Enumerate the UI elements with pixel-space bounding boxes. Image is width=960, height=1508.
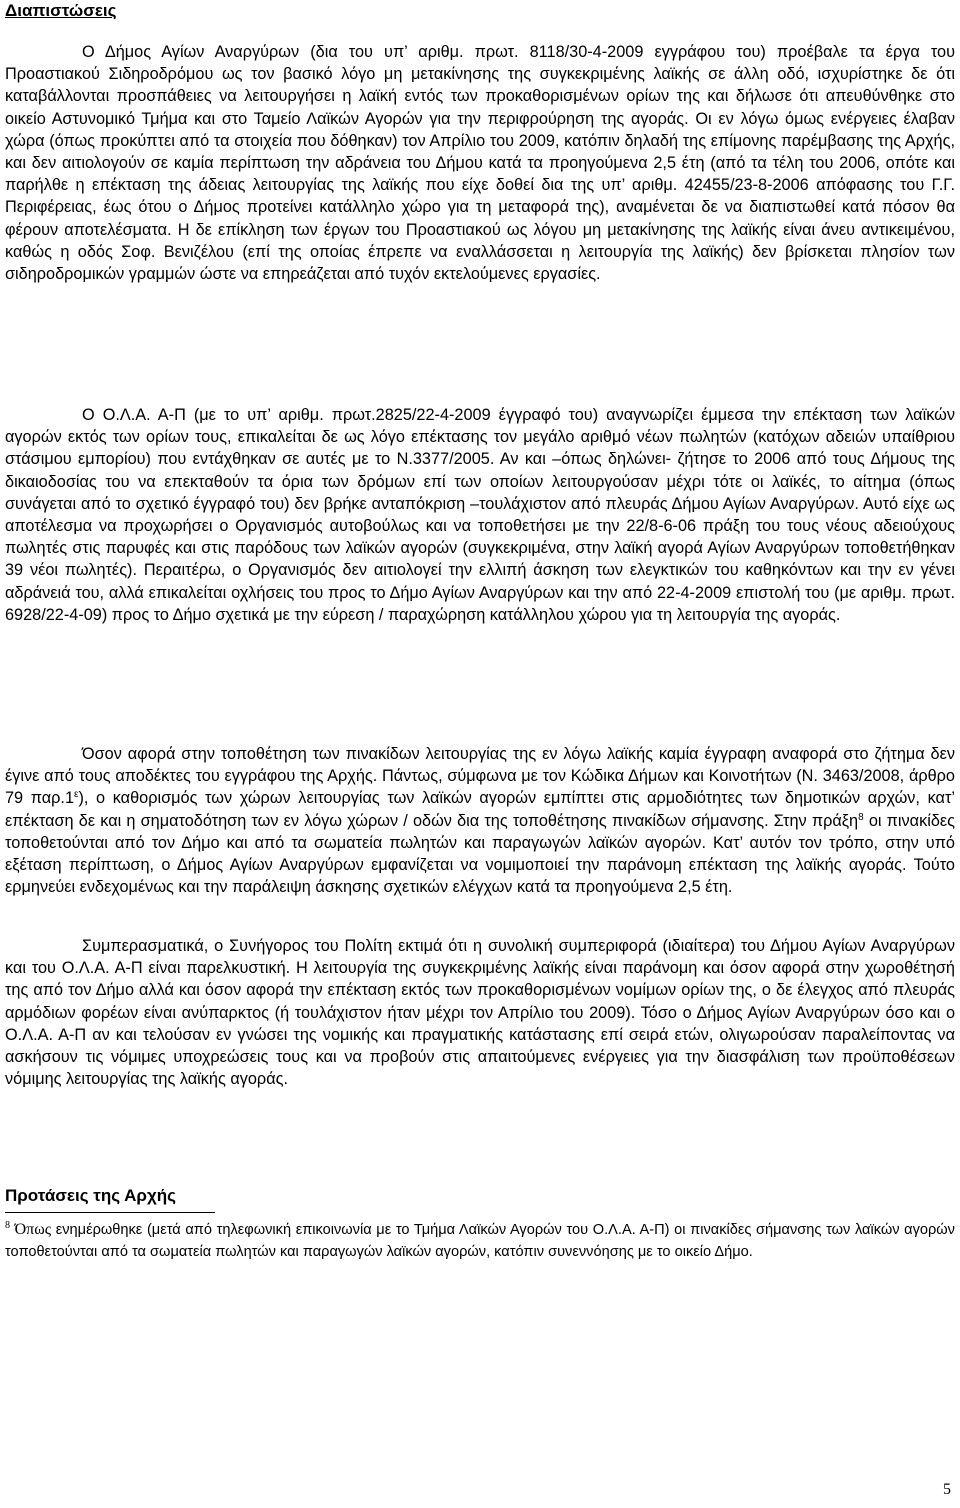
paragraph-municipality-response: Ο Δήμος Αγίων Αναργύρων (δια του υπ’ αριθμ. πρωτ. 8118/30-4-2009 εγγράφου του) προέβαλε τα έργα του Προαστιακού Σιδηροδρόμου ως τον βασικό λόγο μη μετακίνησης της συγκεκριμένης λαϊκής σε άλλη οδό, ισχυρίστηκε δε ότι καταβάλλονται προσπάθειες να λειτουργήσει η λαϊκή εντός των προκαθορισμένων ορίων της και δήλωσε ότι απευθύνθηκε στο οικείο Αστυνομικό Τμήμα και στο Ταμείο Λαϊκών Αγορών για την περιφρούρηση της αγοράς. Οι εν λόγω όμως ενέργειες έλαβαν χώρα (όπως προκύπτει από τα στοιχεία που δόθηκαν) τον Απρίλιο του 2009, κατόπιν δηλαδή της επίμονης παρέμβασης της Αρχής, και δεν αιτιολογούν σε καμία περίπτωση την αδράνεια του Δήμου κατά τα προηγούμενα 2,5 έτη (από τα τέλη του 2006, οπότε και παρήλθε η επέκταση της άδειας λειτουργίας της λαϊκής που είχε δοθεί δια της υπ’ αριθμ. 42455/23-8-2006 απόφασης του Γ.Γ. Περιφέρειας, έως ότου ο Δήμος προτείνει κατάλληλο χώρο για τη μεταφορά της), αναμένεται δε να διαπιστωθεί κατά πόσον θα φέρουν αποτελέσματα. Η δε επίκληση των έργων του Προαστιακού ως λόγου μη μετακίνησης της λαϊκής είναι άνευ αντικειμένου, καθώς η οδός Σοφ. Βενιζέλου (επί της οποίας έπρεπε να εναλλάσσεται η λειτουργία της λαϊκής) δεν βρίσκεται πλησίον των σιδηροδρομικών γραμμών ώστε να επηρεάζεται από τυχόν εκτελούμενες εργασίες. — [5, 43, 955, 284]
paragraph-conclusion: Συμπερασματικά, ο Συνήγορος του Πολίτη εκτιμά ότι η συνολική συμπεριφορά (ιδιαίτερα) του Δήμου Αγίων Αναργύρων και του Ο.Λ.Α. Α-Π είναι παρελκυστική. Η λειτουργία της συγκεκριμένης λαϊκής είναι παράνομη και όσον αφορά στην χωροθέτησή της από τον Δήμο αλλά και όσον αφορά την επέκταση εκτός των προκαθορισμένων νομίμων ορίων της, ο δε έλεγχος από πλευράς αρμόδιων φορέων είναι ανύπαρκτος (ή τουλάχιστον ήταν μέχρι τον Απρίλιο του 2009). Τόσο ο Δήμος Αγίων Αναργύρων όσο και ο Ο.Λ.Α. Α-Π αν και τελούσαν εν γνώσει της νομικής και πραγματικής κατάστασης επί σειρά ετών, ολιγωρούσαν παραλείποντας να ασκήσουν τις νόμιμες υποχρεώσεις τους και να προβούν στις απαιτούμενες ενέργειες για την διασφάλιση των προϋποθέσεων νόμιμης λειτουργίας της λαϊκής αγοράς. — [5, 937, 955, 1089]
paragraph-ola-response: Ο Ο.Λ.Α. Α-Π (με το υπ’ αριθμ. πρωτ.2825/22-4-2009 έγγραφό του) αναγνωρίζει έμμεσα την επέκταση των λαϊκών αγορών εκτός των ορίων τους, επικαλείται δε ως λόγο επέκτασης τον μεγάλο αριθμό νέων πωλητών (κατόχων αδειών υπαίθριου στάσιμου εμπορίου) που εντάχθηκαν σε αυτές με το Ν.3377/2005. Αν και –όπως δηλώνει- ζήτησε το 2006 από τους Δήμους της δικαιοδοσίας του να επεκταθούν τα όρια των δρόμων επί των οποίων λειτουργούσαν μέχρι τότε οι λαϊκές, το αίτημα (όπως συνάγεται από το σχετικό έγγραφό του) δεν βρήκε ανταπόκριση –τουλάχιστον από πλευράς Δήμου Αγίων Αναργύρων. Αυτό είχε ως αποτέλεσμα να προχωρήσει ο Οργανισμός αυτοβούλως και να τοποθετήσει με την 22/8-6-06 πράξη του τους νέους αδειούχους πωλητές στις παρυφές και στις παρόδους των λαϊκών αγορών (συγκεκριμένα, στην λαϊκή αγορά Αγίων Αναργύρων τοποθετήθηκαν 39 νέοι πωλητές). Περαιτέρω, ο Οργανισμός δεν αιτιολογεί την ελλιπή άσκηση των ελεγκτικών του καθηκόντων και την εν γένει αδράνειά του, αλλά επικαλείται οχλήσεις του προς το Δήμο Αγίων Αναργύρων και την από 22-4-2009 επιστολή του (με αριθμ. πρωτ. 6928/22-4-09) προς το Δήμο σχετικά με την εύρεση / παραχώρηση κατάλληλου χώρου για τη λειτουργία της αγοράς. — [5, 406, 955, 624]
page-number: 5 — [943, 1481, 951, 1498]
paragraph-signage-part-3: οι πινακίδες τοποθετούνται από τον Δήμο και από τα σωματεία πωλητών και παραγωγών λαϊκών αγορών. Κατ’ αυτόν τον τρόπο, στην υπό εξέταση περίπτωση, ο Δήμος Αγίων Αναργύρων εμφανίζεται να νομιμοποιεί την παράνομη επέκταση της λαϊκής αγοράς. Τούτο ερμηνεύει ενδεχομένως και την παράλειψη άσκησης σχετικών ελέγχων κατά τα προηγούμενα 2,5 έτη. — [5, 811, 955, 897]
proposals-heading: Προτάσεις της Αρχής — [5, 1186, 176, 1205]
paragraph-signage — [5, 743, 955, 898]
footnote-text: ενημέρωθηκε (μετά από τηλεφωνική επικοινωνία με το Τμήμα Λαϊκών Αγορών του Ο.Λ.Α. Α-Π) οι πινακίδες σήμανσης των λαϊκών αγορών τοποθετούνται από τα σωματεία πωλητών και παραγωγών λαϊκών αγορών, κατόπιν συνεννόησης με το οικείο Δήμο. — [5, 1222, 955, 1261]
findings-heading: Διαπιστώσεις — [5, 1, 117, 20]
footnote-start-word: Όπως — [14, 1221, 52, 1238]
paragraph-signage-part-1: Όσον αφορά στην τοποθέτηση των πινακίδων λειτουργίας της εν λόγω λαϊκής καμία έγγραφη αναφορά στο ζήτημα δεν έγινε από τους αποδέκτες του εγγράφου της Αρχής. Πάντως, σύμφωνα με τον Κώδικα Δήμων και Κοινοτήτων (Ν. 3463/2008, άρθρο 79 παρ.1 — [5, 745, 955, 808]
footnote — [5, 1219, 955, 1263]
footnote-marker: 8 — [5, 1220, 10, 1231]
superscript-epsilon: ε — [74, 789, 79, 801]
footnote-separator — [5, 1212, 215, 1213]
paragraph-signage-part-2: ), ο καθορισμός των χώρων λειτουργίας των λαϊκών αγορών εμπίπτει στις αρμοδιότητες των δημοτικών αρχών, κατ’ επέκταση δε και η σηματοδότηση των εν λόγω χώρων / οδών δια της τοποθέτησης πινακίδων σήμανσης. Στην πράξη — [5, 789, 955, 830]
footnote-reference: 8 — [858, 811, 864, 823]
